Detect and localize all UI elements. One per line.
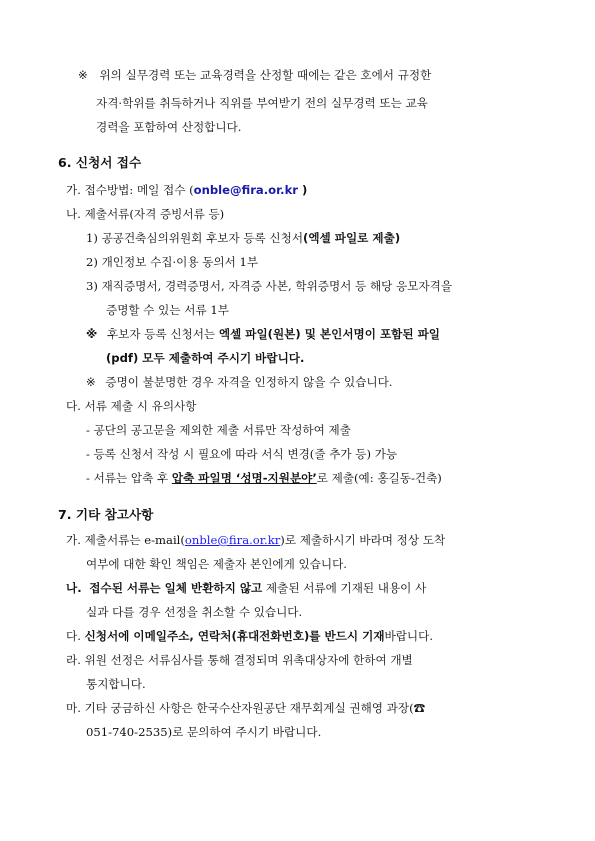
note-symbol: ※: [78, 68, 88, 82]
section-6-item-3-line-1: 3) 재직증명서, 경력증명서, 자격증 사본, 학위증명서 등 해당 응모자격을: [86, 279, 453, 293]
section-6-ga: [66, 183, 307, 198]
section-7-ra-line-1: 라. 위원 선정은 서류심사를 통해 결정되며 위촉대상자에 한하여 개별: [66, 653, 413, 667]
intro-note-line-3: 경력을 포함하여 산정합니다.: [96, 120, 242, 134]
da-label: 다.: [66, 629, 85, 643]
email-link[interactable]: onble@fira.or.kr: [184, 533, 281, 547]
item-1-bold: (엑셀 파일로 제출): [303, 231, 401, 245]
section-6-ga-prefix: 가. 접수방법: 메일 접수 (: [66, 183, 194, 197]
intro-note-line-2: 자격·학위를 취득하거나 직위를 부여받기 전의 실무경력 또는 교육: [96, 96, 428, 110]
section-7-ga-line-2: 여부에 대한 확인 책임은 제출자 본인에게 있습니다.: [86, 557, 347, 571]
note-2-text: 증명이 불분명한 경우 자격을 인정하지 않을 수 있습니다.: [105, 375, 393, 389]
note-symbol: ※: [86, 327, 98, 341]
da-text: 바랍니다.: [384, 629, 434, 643]
dash-3-bold: 압축 파일명 ‘성명-지원분야’: [171, 471, 317, 485]
section-6-na: 나. 제출서류(자격 증빙서류 등): [66, 207, 225, 221]
dash-3-text: - 서류는 압축 후: [86, 471, 172, 485]
section-6-note-1-line-1: [86, 327, 440, 342]
submission-email[interactable]: onble@fira.or.kr: [193, 183, 299, 197]
section-6-note-1-line-2: (pdf) 모두 제출하여 주시기 바랍니다.: [106, 351, 305, 365]
section-6-heading: 6. 신청서 접수: [58, 155, 142, 170]
section-7-na-line-1: [66, 581, 426, 596]
section-7-ra-line-2: 통지합니다.: [86, 677, 146, 691]
section-7-ma-line-1: 마. 기타 궁금하신 사항은 한국수산자원공단 재무회계실 권해영 과장(☎: [66, 701, 426, 715]
note-1-bold: 엑셀 파일(원본) 및 본인서명이 포함된 파일: [218, 327, 441, 341]
intro-note-text-1: 위의 실무경력 또는 교육경력을 산정할 때에는 같은 호에서 규정한: [99, 68, 432, 82]
section-6-ga-suffix: ): [298, 183, 308, 197]
note-1-text: 후보자 등록 신청서는: [106, 327, 219, 341]
section-7-heading: 7. 기타 참고사항: [58, 507, 154, 522]
section-6-item-1: [86, 231, 400, 246]
na-bold: 접수된 서류는 일체 반환하지 않고: [89, 581, 263, 595]
section-7-na-line-2: 실과 다를 경우 선정을 취소할 수 있습니다.: [86, 605, 303, 619]
section-7-da: [66, 629, 433, 644]
section-6-dash-3: [86, 471, 442, 486]
section-6-dash-1: - 공단의 공고문을 제외한 제출 서류만 작성하여 제출: [86, 423, 351, 437]
na-text: 제출된 서류에 기재된 내용이 사: [262, 581, 427, 595]
section-6-item-2: 2) 개인정보 수집·이용 동의서 1부: [86, 255, 259, 269]
section-6-note-2: [86, 375, 392, 390]
section-7-ga-line-1: [66, 533, 445, 548]
section-6-dash-2: - 등록 신청서 작성 시 필요에 따라 서식 변경(줄 추가 등) 가능: [86, 447, 398, 461]
section-6-item-3-line-2: 증명할 수 있는 서류 1부: [106, 303, 229, 317]
section-6-da: 다. 서류 제출 시 유의사항: [66, 399, 197, 413]
dash-3-suffix: 로 제출(예: 홍길동-건축): [316, 471, 442, 485]
da-bold: 신청서에 이메일주소, 연락처(휴대전화번호)를 반드시 기재: [84, 629, 385, 643]
section-7-ma-line-2: 051-740-2535)로 문의하여 주시기 바랍니다.: [86, 725, 322, 739]
na-label: 나.: [66, 581, 82, 595]
ga-text-suffix: )로 제출하시기 바라며 정상 도착: [280, 533, 446, 547]
intro-note-line-1: [78, 68, 536, 83]
item-1-text: 1) 공공건축심의위원회 후보자 등록 신청서: [86, 231, 304, 245]
ga-text: 가. 제출서류는 e-mail(: [66, 533, 185, 547]
note-symbol: ※: [86, 375, 96, 389]
